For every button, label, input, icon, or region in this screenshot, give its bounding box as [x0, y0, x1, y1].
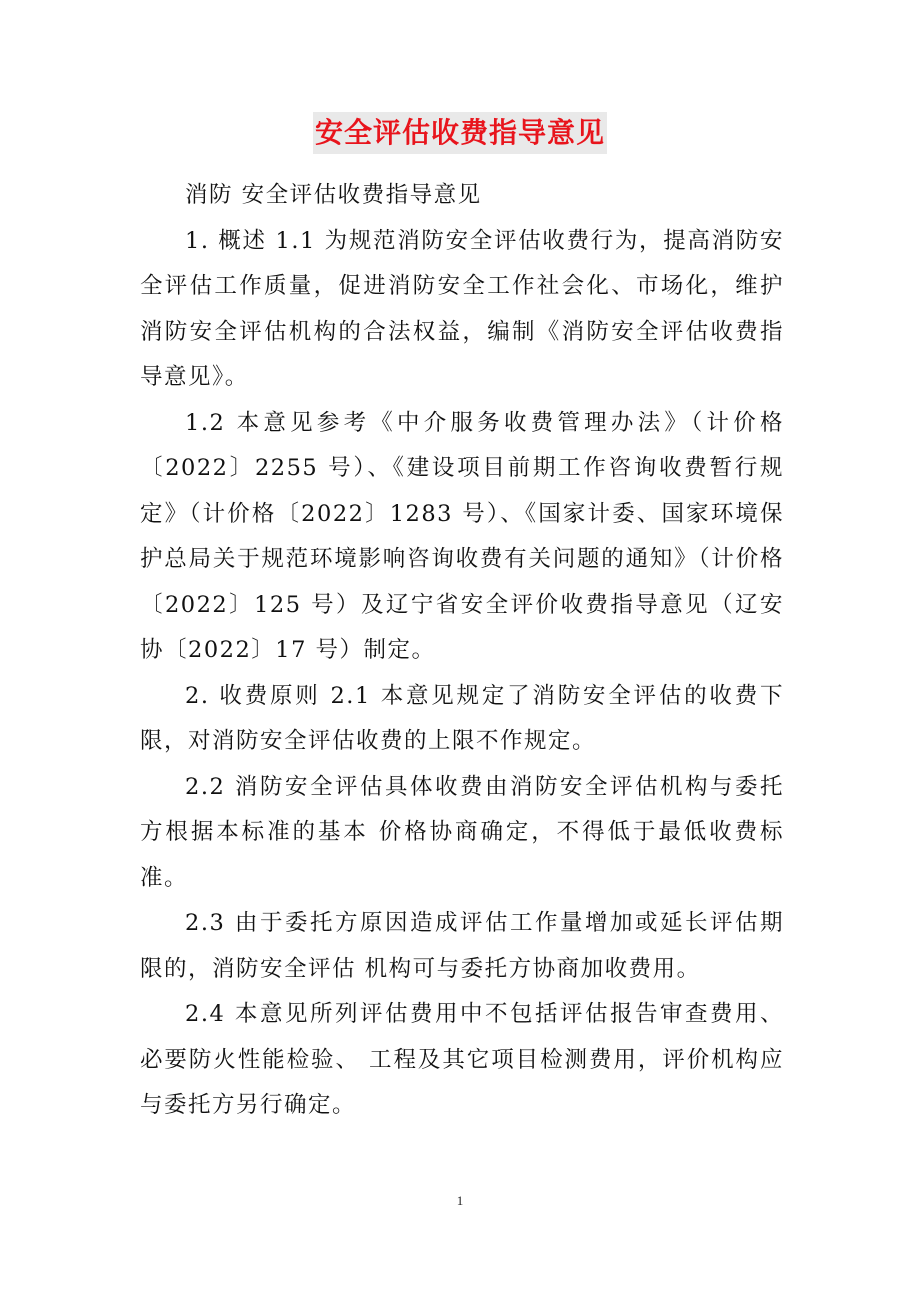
- paragraph-1-1: 1. 概述 1.1 为规范消防安全评估收费行为，提高消防安全评估工作质量，促进消防安全工作社会化、市场化，维护消防安全评估机构的合法权益，编制《消防安全评估收费指导意见》。: [140, 227, 784, 390]
- document-body: [140, 173, 784, 1129]
- paragraph-2-2: 2.2 消防安全评估具体收费由消防安全评估机构与委托方根据本标准的基本 价格协商确定，不得低于最低收费标准。: [140, 773, 784, 891]
- paragraph-2-4: 2.4 本意见所列评估费用中不包括评估报告审查费用、必要防火性能检验、 工程及其它项目检测费用，评价机构应与委托方另行确定。: [140, 1001, 784, 1118]
- paragraph-1-2: 1.2 本意见参考《中介服务收费管理办法》（计价格〔2022〕2255 号）、《建设项目前期工作咨询收费暂行规定》（计价格〔2022〕1283 号）、《国家计委、国家环境保护总局关于规范环境影响咨询收费有关问题的通知》（计价格〔2022〕125 号）及辽宁省安全评价收费指导意见（辽安协〔2022〕17 号）制定。: [140, 409, 784, 663]
- page-title: [0, 112, 920, 154]
- page-number: 1: [456, 1193, 464, 1208]
- paragraph-subtitle: 消防 安全评估收费指导意见: [185, 182, 482, 208]
- paragraph-2-3: 2.3 由于委托方原因造成评估工作量增加或延长评估期限的，消防安全评估 机构可与委托方协商加收费用。: [140, 910, 784, 982]
- page-title-text: 安全评估收费指导意见: [313, 112, 607, 154]
- paragraph-2-1: 2. 收费原则 2.1 本意见规定了消防安全评估的收费下限，对消防安全评估收费的上限不作规定。: [140, 682, 784, 754]
